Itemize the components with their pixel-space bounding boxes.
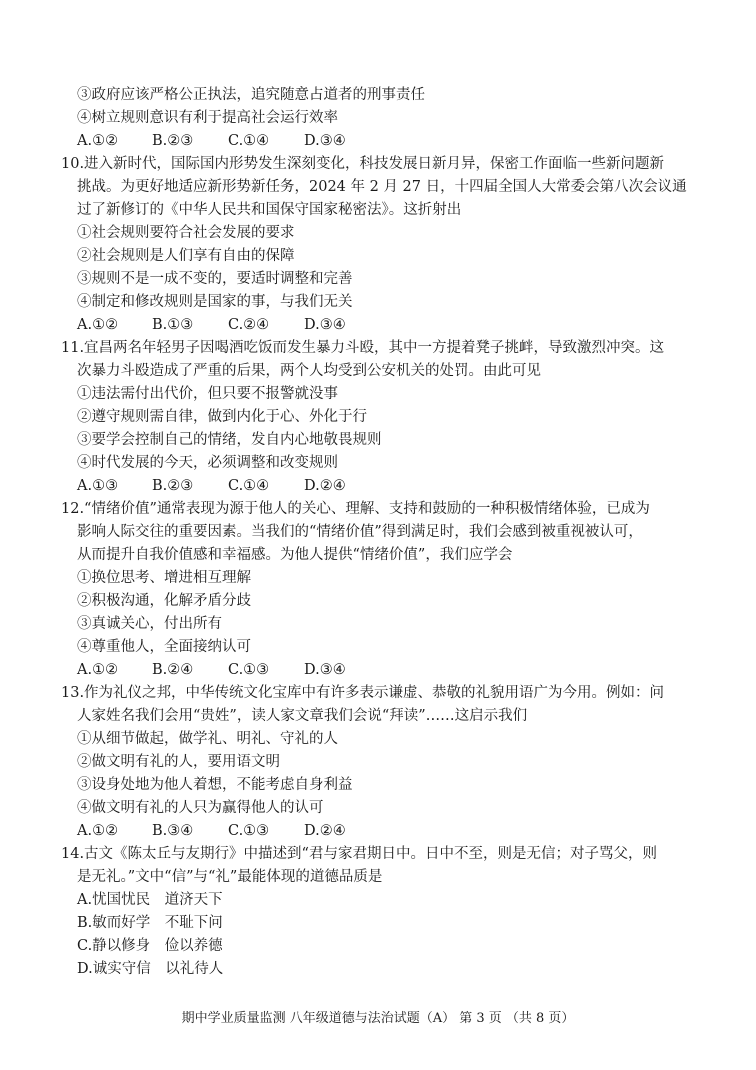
q9-option-a: A.①② — [77, 133, 119, 149]
q13-item-1: ①从细节做起，做学礼、明礼、守礼的人 — [77, 731, 338, 747]
q11-option-b: B.②③ — [152, 478, 194, 494]
q11-option-a: A.①③ — [77, 478, 119, 494]
q14-stem-line-2: 是无礼。”文中“信”与“礼”最能体现的道德品质是 — [77, 869, 383, 885]
q12-stem-line-2: 影响人际交往的重要因素。当我们的“情绪价值”得到满足时，我们会感到被重视被认可， — [77, 524, 643, 540]
q13-option-a: A.①② — [77, 823, 119, 839]
q14-option-d: D.诚实守信 以礼待人 — [77, 961, 224, 977]
q10-stem-line-1: 10.进入新时代，国际国内形势发生深刻变化，科技发展日新月异，保密工作面临一些新问题新 — [61, 156, 665, 172]
q10-option-d: D.③④ — [304, 317, 346, 333]
q10-stem-line-3: 过了新修订的《中华人民共和国保守国家秘密法》。这折射出 — [77, 202, 462, 218]
q9-item-4: ④树立规则意识有利于提高社会运行效率 — [77, 110, 338, 126]
q12-option-b: B.②④ — [152, 662, 194, 678]
q13-item-4: ④做文明有礼的人只为赢得他人的认可 — [77, 800, 324, 816]
q13-item-2: ②做文明有礼的人，要用语文明 — [77, 754, 280, 770]
q9-option-b: B.②③ — [152, 133, 194, 149]
q11-item-4: ④时代发展的今天，必须调整和改变规则 — [77, 455, 338, 471]
q12-stem-line-1: 12.“情绪价值”通常表现为源于他人的关心、理解、支持和鼓励的一种积极情绪体验，已成为 — [61, 501, 650, 517]
q10-item-1: ①社会规则要符合社会发展的要求 — [77, 225, 295, 241]
q11-stem-line-2: 次暴力斗殴造成了严重的后果，两个人均受到公安机关的处罚。由此可见 — [77, 363, 541, 379]
q12-item-3: ③真诚关心，付出所有 — [77, 616, 222, 632]
q9-item-3: ③政府应该严格公正执法，追究随意占道者的刑事责任 — [77, 87, 425, 103]
q14-option-b: B.敏而好学 不耻下问 — [77, 915, 223, 931]
q11-item-2: ②遵守规则需自律，做到内化于心、外化于行 — [77, 409, 367, 425]
q11-item-1: ①违法需付出代价，但只要不报警就没事 — [77, 386, 338, 402]
q13-item-3: ③设身处地为他人着想，不能考虑自身利益 — [77, 777, 353, 793]
q14-option-a: A.忧国忧民 道济天下 — [77, 892, 223, 908]
q13-option-b: B.③④ — [152, 823, 194, 839]
q12-item-1: ①换位思考、增进相互理解 — [77, 570, 251, 586]
q10-stem-line-2: 挑战。为更好地适应新形势新任务，2024 年 2 月 27 日，十四届全国人大常委会第八次会议通 — [77, 179, 687, 195]
q10-option-c: C.②④ — [228, 317, 270, 333]
q10-item-2: ②社会规则是人们享有自由的保障 — [77, 248, 295, 264]
q11-item-3: ③要学会控制自己的情绪，发自内心地敬畏规则 — [77, 432, 382, 448]
q9-option-c: C.①④ — [228, 133, 270, 149]
q10-item-3: ③规则不是一成不变的，要适时调整和完善 — [77, 271, 353, 287]
q12-item-2: ②积极沟通，化解矛盾分歧 — [77, 593, 251, 609]
q14-stem-line-1: 14.古文《陈太丘与友期行》中描述到“君与家君期日中。日中不至，则是无信；对子骂父，则 — [61, 846, 657, 862]
q13-option-c: C.①③ — [228, 823, 270, 839]
q9-option-d: D.③④ — [304, 133, 346, 149]
q12-item-4: ④尊重他人，全面接纳认可 — [77, 639, 251, 655]
q12-stem-line-3: 从而提升自我价值感和幸福感。为他人提供“情绪价值”，我们应学会 — [77, 547, 513, 563]
q11-stem-line-1: 11.宜昌两名年轻男子因喝酒吃饭而发生暴力斗殴，其中一方提着凳子挑衅，导致激烈冲突。这 — [61, 340, 665, 356]
page-footer: 期中学业质量监测 八年级道德与法治试题（A） 第 3 页 （共 8 页） — [181, 1011, 575, 1026]
q10-item-4: ④制定和修改规则是国家的事，与我们无关 — [77, 294, 353, 310]
q11-option-d: D.②④ — [304, 478, 346, 494]
q10-option-a: A.①② — [77, 317, 119, 333]
q10-option-b: B.①③ — [152, 317, 194, 333]
q14-option-c: C.静以修身 俭以养德 — [77, 938, 223, 954]
q12-option-c: C.①③ — [228, 662, 270, 678]
q13-stem-line-1: 13.作为礼仪之邦，中华传统文化宝库中有许多表示谦虚、恭敬的礼貌用语广为今用。例如：问 — [61, 685, 665, 701]
q11-option-c: C.①④ — [228, 478, 270, 494]
q12-option-a: A.①② — [77, 662, 119, 678]
q13-stem-line-2: 人家姓名我们会用“贵姓”，读人家文章我们会说“拜读”……这启示我们 — [77, 708, 528, 724]
q12-option-d: D.③④ — [304, 662, 346, 678]
q13-option-d: D.②④ — [304, 823, 346, 839]
